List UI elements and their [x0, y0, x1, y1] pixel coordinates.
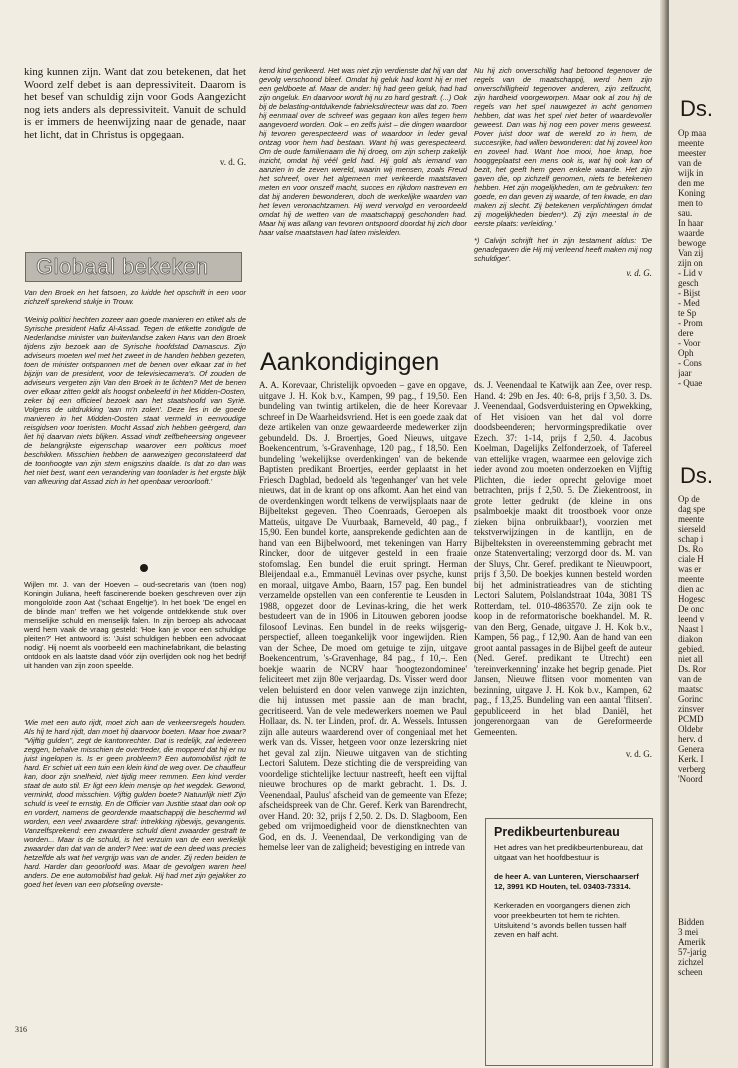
right-line: - Bijst	[678, 288, 701, 298]
bureau-p3: Kerkeraden en voorgangers dienen zich voor preekbeurten tot hem te richten. Uitsluitend 's avonds bellen tussen half zeven en half acht.	[494, 901, 631, 940]
right-line: Bidden	[678, 917, 704, 927]
top-left-article	[24, 66, 246, 168]
right-heading-2: Ds.	[680, 463, 713, 488]
right-line: schap i	[678, 534, 704, 544]
right-line: 57-jarig	[678, 947, 707, 957]
right-line: scheen	[678, 967, 703, 977]
top-right-signature: v. d. G.	[626, 268, 652, 278]
aankondigingen-title: Aankondigingen	[260, 348, 440, 376]
right-line: Oldebr	[678, 724, 703, 734]
right-line: verberg	[678, 764, 706, 774]
globaal-body-2: Wijlen mr. J. van der Hoeven – oud-secretaris van (toen nog) Koningin Juliana, heeft fascinerende boeken geschreven over zijn mongoloïde zoon Aat ('schaat Engeltje'). In het boek 'De engel en de blinde man' treffen we het volgende ontdekkende stuk over menselijke schuld en menselijk falen. In zijn beroep als advocaat werd hem vaak de vraag gesteld: 'Hoe kan je voor een schuldige pleiten?' Het antwoord is: 'Juist schuldigen hebben een advocaat nodig'. Hij noemt als voorbeeld een machinefabrikant, die belasting ontdook en als laatste daad vóór zijn overlijden ook nog het bedrijf uit handen van zijn zoon speelde.	[24, 580, 246, 670]
right-line: bewoge	[678, 238, 706, 248]
right-line: gebied.	[678, 644, 705, 654]
right-line: herv. d	[678, 734, 703, 744]
top-right-footnote: *) Calvijn schrijft het in zijn testament aldus: 'De genadegaven die Hij mij verleend heeft maken mij nog schuldiger'.	[474, 236, 652, 263]
right-line: PCMD	[678, 714, 704, 724]
globaal-quote: 'Weinig politici hechten zozeer aan goede manieren en etiket als de Syrische president Hafiz Al-Assad. Tegen de etikette zondigde de Nederlandse minister van buitenlandse zaken Hans van den Broek tijdens zijn bezoek aan de Syrische hoofdstad Damascus. Zijn adviseurs moeten wel met het zweet in de handen hebben gezeten, toen de minister ontspannen met de benen over elkaar zat in het bijzijn van de president, voor de televisiecamera's. Of zouden de adviseurs vergeten zijn Van den Broek in te lichten? Met de benen over elkaar zitten geldt als hoogst onbeleefd in het Midden-Oosten, zeker bij een officieel bezoek aan het staatshoofd van Syrië. Volgens de uitdrukking 'aan m'n zolen'. Deze les in de goede manieren in het Midden-Oosten staat vermeld in eenvoudige reisgidsen voor toeristen. Mocht Assad zich hebben geërgerd, dan liet hij daarvan niets blijken. Assad vindt zelfbeheersing ongeveer de belangrijkste eigenschap waarover een politicus moet beschikken. Misschien hebben de aanwezigen geconstateerd dat de toonhoogte van zijn stem enigszins daalde. Is dat zo dan was het niet best, want een verandering van toonlader is het ergste blijk van afkeuring dat Assad zich in het openbaar veroorlooft.'	[24, 315, 246, 486]
right-line: zijn on	[678, 258, 703, 268]
right-line: meester	[678, 148, 706, 158]
right-line: den me	[678, 178, 705, 188]
top-left-signature: v. d. G.	[219, 156, 246, 167]
right-line: Op maa	[678, 128, 707, 138]
top-middle-article	[259, 66, 467, 237]
right-line: men to	[678, 198, 703, 208]
right-line: Gorinc	[678, 694, 703, 704]
right-line: Genera	[678, 744, 704, 754]
aankondigingen-signature: v. d. G.	[625, 749, 652, 759]
right-line: De onc	[678, 604, 704, 614]
right-line: te Sp	[678, 308, 697, 318]
right-line: Oph	[678, 348, 694, 358]
right-line: - Voor	[678, 338, 701, 348]
aankondigingen-col-2	[474, 380, 652, 760]
right-line: maatsc	[678, 684, 703, 694]
right-line: - Prom	[678, 318, 703, 328]
top-left-text: king kunnen zijn. Want dat zou betekenen, dat het Woord zelf debet is aan depressiviteit. Daarom is het besef van schuldig zijn voor Gods Aangezicht nog iets anders als depressiviteit. Vanuit de schuld is er immers de heenwijzing naar de genade, naar het licht, dat in Christus is opgegaan.	[24, 66, 246, 141]
right-line: van de	[678, 674, 702, 684]
right-line: diakon	[678, 634, 703, 644]
right-line: wijk in	[678, 168, 704, 178]
globaal-column-2	[24, 580, 246, 670]
aankondigingen-col-1	[259, 380, 467, 853]
right-line: dere	[678, 328, 694, 338]
right-line: meente	[678, 138, 704, 148]
right-line: zinsver	[678, 704, 704, 714]
right-heading-1: Ds.	[680, 96, 713, 121]
page-number: 316	[15, 1025, 27, 1034]
right-line: leend v	[678, 614, 705, 624]
right-line: 3 mei	[678, 927, 699, 937]
globaal-body-3: 'Wie met een auto rijdt, moet zich aan de verkeersregels houden. Als hij te hard rijdt, dan moet hij daarvoor boeten. Maar hoe zwaar? "Vijftig gulden", zegt de kantonrechter. Dat is redelijk, zal iedereen zeggen, behalve misschien de overtreder, die mopperd dat hij er nu juist ingelopen is. Is er geen probleem? Een automobilist rijdt te hard. Er schiet uit een tuin een klein kind de weg over. De chauffeur kan, door zijn snelheid, niet tijdig meer remmen. Een kind verder staat de auto stil. Er ligt een klein mensje op het wegdek. Gewond, verminkt, dood misschien. Vijftig gulden boete? Natuurlijk niet! Zijn schuld is veel te ernstig. En de Officier van Justitie staat dan ook op en vordert, namens de geordende maatschappij die beschermd wil worden, een veel zwaardere straf: intrekking rijbewijs, gevangenis. Vanzelfsprekend: een zwaardere schuld dient zwaarder gestraft te worden... Maar is de schuld, is het verzuim van de een werkelijk zwaarder dan dat van de ander? Nee: wat de een deed was precies hetzelfde als wat het vergrijp was van de ander. Zij reden beiden te hard. Harder dan geoorloofd was. Maar de gevolgen waren heel anders. De ene automobilist had geluk. Hij had met zijn gejakker zo goed het leven van een plotseling overste-	[24, 718, 246, 889]
right-line: Ds. Ror	[678, 664, 707, 674]
globaal-column-3	[24, 718, 246, 889]
bureau-title: Predikbeurtenbureau	[494, 825, 620, 839]
right-line: Koning	[678, 188, 705, 198]
right-line: Ds. Ro	[678, 544, 704, 554]
aankondigingen-col2-text: ds. J. Veenendaal te Katwijk aan Zee, over resp. Hand. 4: 29b en Jes. 40: 6-8, prijs f 3,50. 3. Ds. J. Veenendaal, Godsverduistering en Opwekking, of Het visioen van het dal vol dorre doodsbeenderen; hervormingspredikatie over Ezech. 37: 1-14, prijs f 2,50. 4. Jacobus Koelman, Dagelijks Zelfonderzoek, of Tafereel van ettelijke vragen, waarmee een gelovige zich ieder avond zou moeten onderzoeken en Vijftig Plichten, die ieder oprecht gelovige moet betrachten, prijs f 2,50. 5. De Ziekentroost, in grote letter gedrukt (de kleine in ons psalmboekje maakt dit troostboek voor onze zieken bijna onbruikbaar!), voorzien met tekstverwijzingen in de kantlijn, en de Bijbelteksten in overeenstemming gebracht met onze Statenvertaling; verzorgd door ds. M. van der Sluys, Chr. Geref. predikant te Nieuwpoort, prijs f 3,50. De boekjes kunnen besteld worden bij het administratieadres van de stichting Lectori Salutem, Polslandstraat 104a, 3081 TS Rotterdam, tel. 010-4863570. Ze zijn ook te koop in de reformatorische boekhandel. M. R. van den Berg, Genade, uitgave J. H. Kok b.v., Kampen, 56 pag., f 12,90. Aan de hand van een groot aantal passages in de Bijbel geeft de auteur (Ned. Geref. predikant te Utrecht) een 'tereinverkenning' inzake het begrip genade. Piet Jansen, Nieuwe flitsen voor momenten van bezinning, uitgave J. H. Kok b.v., Kampen, 62 pag., f 13,25. Bundeling van een aantal 'flitsen'. gepubliceerd in het blad Daniël, het jongerenorgaan van de Gereformeerde Gemeenten.	[474, 380, 652, 737]
right-line: Kerk. I	[678, 754, 704, 764]
globaal-heading-box	[25, 252, 242, 282]
right-line: niet all	[678, 654, 703, 664]
globaal-title: Globaal bekeken	[36, 254, 209, 279]
right-line: sau.	[678, 208, 693, 218]
right-line: 'Noord	[678, 774, 703, 784]
right-line: In haar	[678, 218, 704, 228]
right-line: gesch	[678, 278, 699, 288]
right-line: - Cons	[678, 358, 702, 368]
bureau-address: de heer A. van Lunteren, Vierschaarserf 12, 3991 KD Houten, tel. 03403-73314.	[494, 872, 639, 891]
globaal-intro: Van den Broek en het fatsoen, zo luidde het opschrift in een voor zichzelf sprekend stukje in Trouw.	[24, 288, 246, 306]
right-line: sierseld	[678, 524, 706, 534]
right-column-2	[678, 494, 738, 784]
right-line: Van zij	[678, 248, 704, 258]
right-column-3	[678, 917, 738, 977]
right-line: - Quae	[678, 378, 703, 388]
right-line: dien ac	[678, 584, 704, 594]
right-line: Naast l	[678, 624, 704, 634]
right-line: van de	[678, 158, 702, 168]
top-right-text: Nu hij zich onverschillig had betoond tegenover de regels van de maatschappij, werd hem zijn onverschilligheid tegenover anderen, zijn zelfzucht, zijn hardheid voorgeworpen. Maar ook al zou hij de regels van het spel nauwgezet in acht genomen hebben, dat was het spel niet beter of waardevoller geweest. Dan was hij nog een pover mens geweest. Pover juist door wat de wereld zo in hem, de succesrijke, had willen bewonderen: dat hij zoveel kon en zoveel had. Want hoe mooi, hoe knap, hoe hooggeplaatst een mens ook is, wat hij ook kan of bezit, het geeft hem geen enkele waarde. Het zijn gaven die, op zichzelf genomen, niets te betekenen hebben. Het zijn mogelijkheden, om te gebruiken: ten goede, en dan geven zij waarde, of ten kwade, en dan maken zij slecht. Zij betekenen verplichtingen ómdat zij mogelijkheden bieden*). Zij zijn meestal in de eerste plaats: verleiding.'	[474, 66, 652, 228]
right-line: zichzel	[678, 957, 704, 967]
right-line: ciale H	[678, 554, 704, 564]
globaal-column	[24, 288, 246, 486]
right-line: was er	[678, 564, 702, 574]
right-line: Amerik	[678, 937, 706, 947]
right-line: - Med	[678, 298, 700, 308]
right-line: jaar	[678, 368, 692, 378]
right-line: waarde	[678, 228, 704, 238]
aankondigingen-col1-text: A. A. Korevaar, Christelijk opvoeden – gave en opgave, uitgave J. H. Kok b.v., Kampen, 99 pag., f 19,50. Een bundeling van twintig artikelen, die de heer Korevaar schreef in De Waarheidsvriend. Het is een goede zaak dat deze artikelen van onze gewaardeerde medewerker zijn gebundeld. Ds. J. Broertjes, Goed Nieuws, uitgave Boekencentrum, 's-Gravenhage, 120 pag., f 18,50. Een bundeling 'wekelijkse overdenkingen' van de bekende Baptisten predikant Broertjes, eerder geplaatst in het Friesch Dagblad, bedoeld als 'tegenhanger' van het vele nieuws, dat in de krant op ons afkomt. Aan het eind van de overdenkingen wordt telkens de verwijsplaats naar de Bijbeltekst gegeven. Theo Coenraads, Geroepen als Matteüs, uitgave De Vuurbaak, Barneveld, 40 pag., f 15,90. Een bundel korte, aansprekende gedichten aan de hand van een Bijbelwoord, met tekeningen van Harry Rincker, door de uitgever gesteld in een fraaie stofomslag. Een bundel die eruit springt. Herman Bleijendaal e.a., Emmanuël Levinas over psyche, kunst en moraal, uitgave Ambo, Baarn, 157 pag. Een bundel verzamelde opstellen van een conferentie te Leusden in 1988, opgezet door de Levinas-kring, die het werk bestudeert van de in 1906 in Litouwen geboren joodse filosoof Levinas. Een bundel in de reeks wijsgerig-perspectief, alleen toegankelijk voor ingewijden. Rien van der Schee, De moed om getuige te zijn, uitgave Boekencentrum, 's-Gravenhage, 84 pag., f 10,–. Een boekje waarin de NCRV haar 'hoogtezondominee' feliciteert met zijn 80e verjaardag. Ds. Visser werd door velen beluisterd en door velen vanwege zijn inzichten, die hij intussen met passie aan de man bracht, gecritiseerd. Van de vele medewerkers noemen we Paul Hollaar, ds. N. ter Linden, prof. dr. A. Wessels. Intussen zijn alle auteurs waarderend over of congeniaal met het werk van ds. Visser, hetgeen voor onze lezerskring niet het geval zal zijn. Nieuwe uitgaven van de stichting Lectori Salutem. Deze stichting die de verspreiding van voordelige stichtelijke lectuur nastreeft, heeft een vijftal nieuwe brochures op de markt gebracht. 1. Ds. J. Veenendaal, Paulus' afscheid van de gemeente van Efeze; afscheidspreek van de Chr. Geref. Kerk van Barendrecht, over Hand. 20: 32, prijs f 2,50. 2. Ds. D. Slagboom, Een gebed om vrijmoedigheid voor de dienstknechten van God, en ds. J. Veenendaal, De verkondiging van de hemelse leer van de zaligheid; bevestiging en intrede van	[259, 380, 467, 852]
predikbeurtenbureau-box	[485, 818, 653, 1066]
right-line: meente	[678, 574, 704, 584]
top-right-article	[474, 66, 652, 278]
top-middle-text: kend kind gerikeerd. Het was niet zijn verdienste dat hij van dat gevolg verschoond bleef. Omdat hij geluk had komt hij er met een geldboete af. Maar de ander: hij had geen geluk, had had zijn ongeluk. En daarvoor wordt hij nu zo hard gestraft. (...) Ook bij de belasting-ontduikende fabrieksdirecteur was dat zo. Toen hij eenmaal over de schreef was gegaan kon alles tegen hem aangevoerd worden. Ook – en zelfs juist – die dingen waardoor hij tevoren gerespecteerd was of waardoor in leder geval ontzag voor hem had bestaan. Want hij was gerespecteerd. Om de oude familienaam die hij droeg, om zijn scherp zakelijk inzicht, omdat hij véél geld had. Hij gold als iemand van aanzien in de zeven wereld, waarin wij mensen, zoals Freud het schreef, over het algemeen met verkeerde maatstaven meten en voor onszelf macht, succes en rijkdom nastreven en dat bij anderen bewonderen, doch de werkelijke waarden van het leven veronachtzamen. Hij werd vervolgd en veroordeeld omdat hij de wetten van de maatschappij geschonden had. Maar hij was allang van tevoren ontspoord doordat hij zich door haar valse maatstaven had laten misleiden.	[259, 66, 467, 237]
right-line: - Lid v	[678, 268, 703, 278]
right-line: meente	[678, 514, 704, 524]
right-line: Op de	[678, 494, 700, 504]
right-column-1	[678, 128, 738, 388]
bureau-p1: Het adres van het predikbeurtenbureau, dat uitgaat van het hoofdbestuur is	[494, 843, 643, 862]
section-bullet	[140, 564, 148, 572]
right-line: Hogesc	[678, 594, 705, 604]
right-line: dag spe	[678, 504, 706, 514]
